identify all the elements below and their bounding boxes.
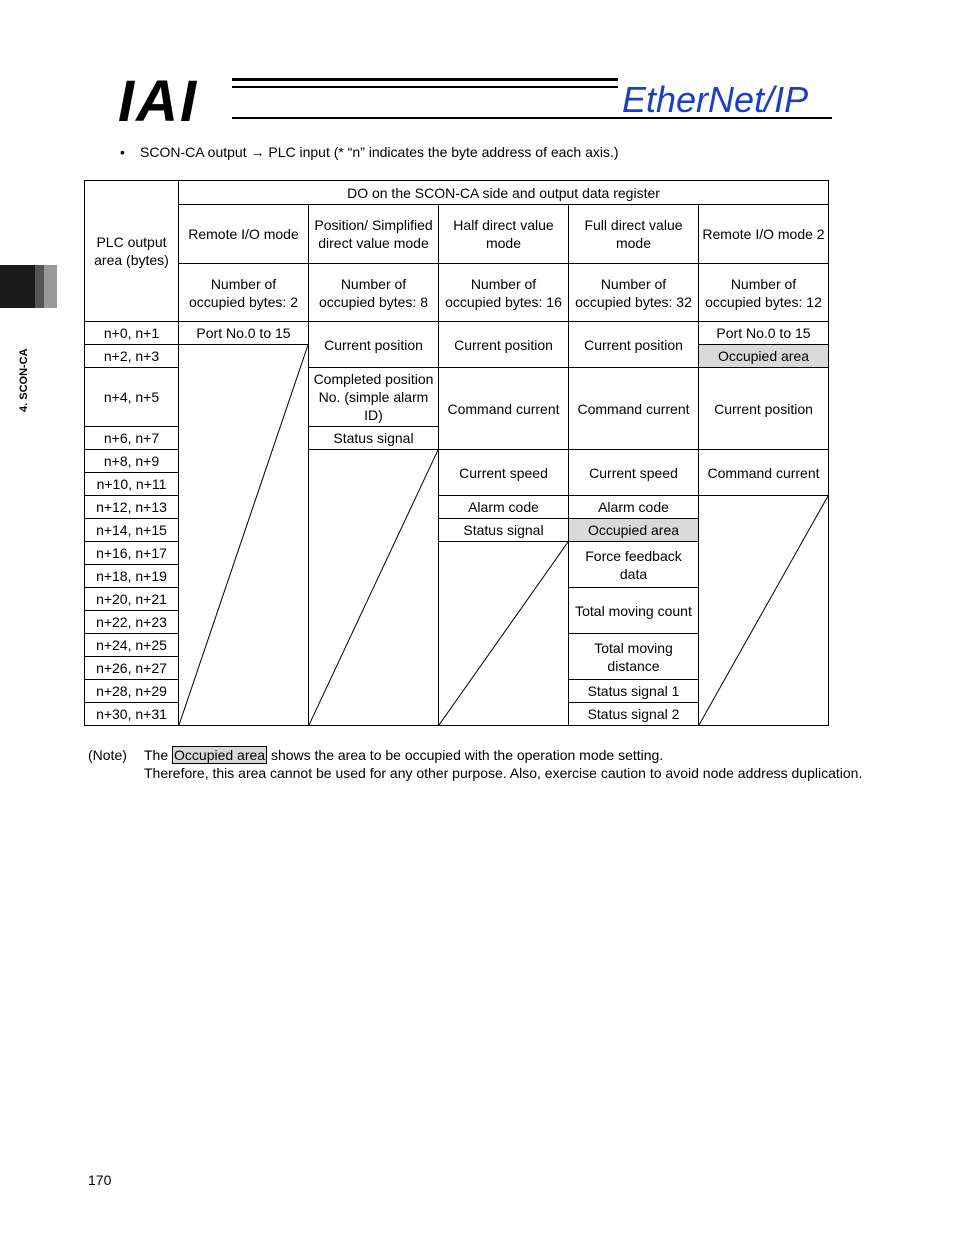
row-label: n+18, n+19 — [85, 565, 179, 588]
bytes-header: Number of occupied bytes: 2 — [179, 264, 309, 322]
table-cell: Alarm code — [569, 496, 699, 519]
mode-header: Position/ Simplified direct value mode — [309, 205, 439, 264]
row-label: n+16, n+17 — [85, 542, 179, 565]
unused-area — [309, 450, 439, 726]
mode-header: Remote I/O mode 2 — [699, 205, 829, 264]
unused-area — [699, 496, 829, 726]
table-cell: Command current — [699, 450, 829, 496]
row-label: n+6, n+7 — [85, 427, 179, 450]
row-label: n+24, n+25 — [85, 634, 179, 657]
row-label: n+4, n+5 — [85, 368, 179, 427]
note-label: (Note) — [88, 747, 127, 763]
bullet-icon: • — [120, 144, 125, 160]
table-cell: Current position — [699, 368, 829, 450]
table-cell: Total moving count — [569, 588, 699, 634]
chapter-tab — [35, 265, 44, 308]
table-cell: Current position — [569, 322, 699, 368]
bytes-header: Number of occupied bytes: 8 — [309, 264, 439, 322]
ethernet-ip-logo: EtherNet/IP — [622, 79, 809, 120]
table-cell: Current speed — [569, 450, 699, 496]
occupied-area-cell: Occupied area — [569, 519, 699, 542]
data-register-table — [84, 180, 829, 726]
table-cell: Current position — [439, 322, 569, 368]
table-cell: Status signal 1 — [569, 680, 699, 703]
table-cell: Command current — [569, 368, 699, 450]
plc-area-header: PLC output area (bytes) — [85, 181, 179, 322]
bullet-text: SCON-CA output → PLC input (* “n” indicates the byte address of each axis.) — [140, 144, 619, 160]
chapter-tab — [0, 265, 35, 308]
note-body — [144, 746, 879, 782]
table-cell: Force feedback data — [569, 542, 699, 588]
table-cell: Status signal 2 — [569, 703, 699, 726]
chapter-label: 4. SCON-CA — [18, 348, 30, 412]
row-label: n+0, n+1 — [85, 322, 179, 345]
table-cell: Alarm code — [439, 496, 569, 519]
header-rule — [232, 86, 618, 88]
bullet-item — [120, 144, 619, 160]
bytes-header: Number of occupied bytes: 32 — [569, 264, 699, 322]
mode-header: Half direct value mode — [439, 205, 569, 264]
table-cell: Port No.0 to 15 — [179, 322, 309, 345]
occupied-area-cell: Occupied area — [699, 345, 829, 368]
group-header: DO on the SCON-CA side and output data register — [179, 181, 829, 205]
table-cell: Current speed — [439, 450, 569, 496]
mode-header: Remote I/O mode — [179, 205, 309, 264]
table-cell: Port No.0 to 15 — [699, 322, 829, 345]
row-label: n+26, n+27 — [85, 657, 179, 680]
table-cell: Command current — [439, 368, 569, 450]
iai-logo: IAI — [118, 69, 199, 134]
table-cell: Total moving distance — [569, 634, 699, 680]
occupied-area-swatch: Occupied area — [174, 747, 266, 763]
note-text: The — [144, 747, 173, 763]
unused-area — [439, 542, 569, 726]
row-label: n+10, n+11 — [85, 473, 179, 496]
row-label: n+2, n+3 — [85, 345, 179, 368]
row-label: n+8, n+9 — [85, 450, 179, 473]
table-cell: Completed position No. (simple alarm ID) — [309, 368, 439, 427]
header-rule — [232, 78, 618, 81]
bytes-header: Number of occupied bytes: 16 — [439, 264, 569, 322]
row-label: n+12, n+13 — [85, 496, 179, 519]
page-number: 170 — [88, 1172, 112, 1188]
row-label: n+14, n+15 — [85, 519, 179, 542]
chapter-tab — [44, 265, 57, 308]
unused-area — [179, 345, 309, 726]
note-text: shows the area to be occupied with the operation mode setting. — [267, 747, 664, 763]
table-cell: Status signal — [309, 427, 439, 450]
row-label: n+22, n+23 — [85, 611, 179, 634]
row-label: n+28, n+29 — [85, 680, 179, 703]
note-line-1 — [144, 746, 879, 764]
row-label: n+30, n+31 — [85, 703, 179, 726]
table-cell: Current position — [309, 322, 439, 368]
note-line-2: Therefore, this area cannot be used for any other purpose. Also, exercise caution to avoid node address duplication. — [144, 765, 863, 781]
mode-header: Full direct value mode — [569, 205, 699, 264]
bytes-header: Number of occupied bytes: 12 — [699, 264, 829, 322]
row-label: n+20, n+21 — [85, 588, 179, 611]
table-cell: Status signal — [439, 519, 569, 542]
